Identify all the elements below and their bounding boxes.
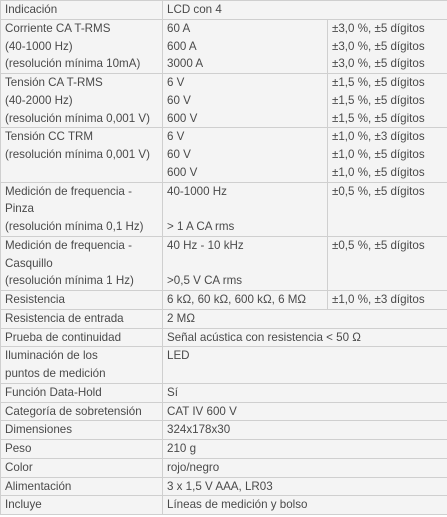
table-row — [1, 347, 447, 384]
spec-value-cell — [163, 383, 447, 402]
spec-value-cell-line: CAT IV 600 V — [167, 404, 237, 418]
spec-label-cell — [1, 74, 163, 128]
spec-value-cell — [163, 291, 328, 310]
table-row — [1, 236, 447, 290]
spec-accuracy-cell-line: ±1,0 %, ±5 dígitos — [332, 165, 425, 179]
table-row — [1, 1, 447, 20]
spec-value-cell-line: 3 x 1,5 V AAA, LR03 — [167, 479, 273, 493]
spec-accuracy-cell-line: ±3,0 %, ±5 dígitos — [332, 57, 425, 71]
spec-label-cell-line: Pinza — [5, 202, 35, 216]
spec-accuracy-cell-line: ±0,5 %, ±5 dígitos — [332, 238, 425, 252]
spec-value-cell-line: 324x178x30 — [167, 423, 231, 437]
table-row — [1, 496, 447, 515]
spec-value-cell — [163, 128, 328, 182]
spec-value-cell-line: 60 V — [167, 93, 191, 107]
spec-value-cell — [163, 1, 447, 20]
spec-value-cell-line: Sí — [167, 385, 178, 399]
spec-value-cell-line: Señal acústica con resistencia < 50 Ω — [167, 330, 361, 344]
spec-table-body — [1, 1, 447, 515]
spec-value-cell — [163, 19, 328, 73]
spec-label-cell-line: Casquillo — [5, 256, 53, 270]
spec-label-cell-line: Iluminación de los — [5, 349, 98, 363]
spec-accuracy-cell-line: ±3,0 %, ±5 dígitos — [332, 21, 425, 35]
spec-label-cell-line: puntos de medición — [5, 367, 106, 380]
spec-label-cell — [1, 128, 163, 182]
spec-label-cell — [1, 328, 163, 347]
spec-label-cell — [1, 236, 163, 290]
spec-accuracy-cell — [328, 236, 447, 290]
spec-value-cell-line: 6 V — [167, 130, 185, 144]
spec-label-cell-line: (40-1000 Hz) — [5, 39, 73, 53]
spec-label-cell — [1, 496, 163, 515]
spec-value-cell — [163, 74, 328, 128]
spec-label-cell-line: Color — [5, 460, 33, 474]
spec-value-cell-line: 40 Hz - 10 kHz — [167, 238, 244, 252]
spec-accuracy-cell — [328, 74, 447, 128]
spec-value-cell — [163, 309, 447, 328]
spec-value-cell — [163, 347, 447, 384]
spec-value-cell — [163, 328, 447, 347]
spec-value-cell-line: 6 V — [167, 76, 185, 89]
spec-label-cell-line: (resolución mínima 1 Hz) — [5, 274, 134, 288]
spec-value-cell — [163, 458, 447, 477]
spec-label-cell — [1, 19, 163, 73]
spec-label-cell-line: Indicación — [5, 3, 58, 16]
spec-label-cell-line: Tensión CC TRM — [5, 130, 94, 144]
table-row — [1, 421, 447, 440]
spec-label-cell — [1, 182, 163, 236]
spec-value-cell-line: 3000 A — [167, 57, 204, 71]
spec-accuracy-cell — [328, 291, 447, 310]
spec-label-cell — [1, 309, 163, 328]
spec-label-cell-line: Función Data-Hold — [5, 385, 102, 399]
spec-label-cell-line: Prueba de continuidad — [5, 330, 122, 344]
spec-value-cell — [163, 421, 447, 440]
spec-value-cell-line: 60 V — [167, 148, 191, 161]
spec-accuracy-cell-line: ±1,0 %, ±3 dígitos — [332, 293, 425, 306]
table-row — [1, 74, 447, 128]
spec-value-cell-line: rojo/negro — [167, 460, 220, 474]
spec-accuracy-cell-line: ±1,5 %, ±5 dígitos — [332, 76, 425, 89]
spec-value-cell — [163, 236, 328, 290]
spec-value-cell — [163, 402, 447, 421]
table-row — [1, 440, 447, 459]
spec-value-cell-line: >0,5 V CA rms — [167, 274, 243, 288]
spec-value-cell-line: 2 MΩ — [167, 311, 195, 325]
table-row — [1, 458, 447, 477]
spec-label-cell-line: Categoría de sobretensión — [5, 404, 142, 418]
spec-value-cell-line: LED — [167, 349, 190, 363]
table-row — [1, 309, 447, 328]
spec-label-cell-line: (resolución mínima 10mA) — [5, 57, 141, 71]
spec-value-cell-line: 600 V — [167, 111, 198, 125]
spec-value-cell-line: 40-1000 Hz — [167, 184, 227, 198]
spec-label-cell — [1, 383, 163, 402]
spec-label-cell — [1, 477, 163, 496]
spec-value-cell-line: 600 V — [167, 165, 198, 179]
spec-label-cell — [1, 458, 163, 477]
spec-value-cell — [163, 182, 328, 236]
spec-label-cell-line: (resolución mínima 0,001 V) — [5, 111, 150, 125]
spec-accuracy-cell — [328, 128, 447, 182]
spec-label-cell — [1, 402, 163, 421]
spec-label-cell-line: (resolución mínima 0,001 V) — [5, 148, 150, 161]
table-row — [1, 328, 447, 347]
spec-accuracy-cell — [328, 182, 447, 236]
spec-accuracy-cell — [328, 19, 447, 73]
spec-label-cell-line: (40-2000 Hz) — [5, 93, 73, 107]
spec-value-cell — [163, 496, 447, 515]
spec-label-cell-line: Medición de frequencia - — [5, 238, 132, 252]
spec-value-cell-line: 600 A — [167, 39, 197, 53]
spec-label-cell — [1, 440, 163, 459]
spec-label-cell-line: Peso — [5, 442, 32, 455]
spec-label-cell-line: Corriente CA T-RMS — [5, 21, 111, 35]
table-row — [1, 182, 447, 236]
spec-value-cell-line: LCD con 4 — [167, 3, 222, 16]
table-row — [1, 402, 447, 421]
spec-label-cell-line: (resolución mínima 0,1 Hz) — [5, 220, 144, 233]
spec-value-cell-line: > 1 A CA rms — [167, 220, 235, 233]
spec-value-cell-line: 210 g — [167, 442, 197, 455]
spec-value-cell-line — [167, 200, 323, 218]
spec-label-cell — [1, 1, 163, 20]
spec-value-cell — [163, 477, 447, 496]
spec-accuracy-cell-line: ±1,0 %, ±5 dígitos — [332, 148, 425, 161]
spec-label-cell-line: Resistencia de entrada — [5, 311, 124, 325]
spec-label-cell-line: Resistencia — [5, 293, 65, 306]
spec-label-cell-line: Dimensiones — [5, 423, 73, 437]
spec-value-cell-line — [167, 255, 323, 273]
spec-label-cell-line: Medición de frequencia - — [5, 184, 132, 198]
spec-label-cell — [1, 291, 163, 310]
spec-accuracy-cell-line: ±0,5 %, ±5 dígitos — [332, 184, 425, 198]
spec-accuracy-cell-line: ±3,0 %, ±5 dígitos — [332, 39, 425, 53]
spec-label-cell — [1, 347, 163, 384]
spec-label-cell-line: Alimentación — [5, 479, 72, 493]
table-row — [1, 19, 447, 73]
spec-value-cell-line: 60 A — [167, 21, 191, 35]
spec-label-cell-line: Tensión CA T-RMS — [5, 76, 103, 89]
spec-value-cell-line: 6 kΩ, 60 kΩ, 600 kΩ, 6 MΩ — [167, 293, 307, 306]
spec-label-cell-line: Incluye — [5, 498, 42, 512]
spec-accuracy-cell-line: ±1,0 %, ±3 dígitos — [332, 130, 425, 144]
table-row — [1, 383, 447, 402]
spec-accuracy-cell-line: ±1,5 %, ±5 dígitos — [332, 111, 425, 125]
table-row — [1, 291, 447, 310]
spec-value-cell-line: Líneas de medición y bolso — [167, 498, 308, 512]
table-row — [1, 477, 447, 496]
spec-label-cell — [1, 421, 163, 440]
table-row — [1, 128, 447, 182]
spec-value-cell — [163, 440, 447, 459]
spec-accuracy-cell-line: ±1,5 %, ±5 dígitos — [332, 93, 425, 107]
